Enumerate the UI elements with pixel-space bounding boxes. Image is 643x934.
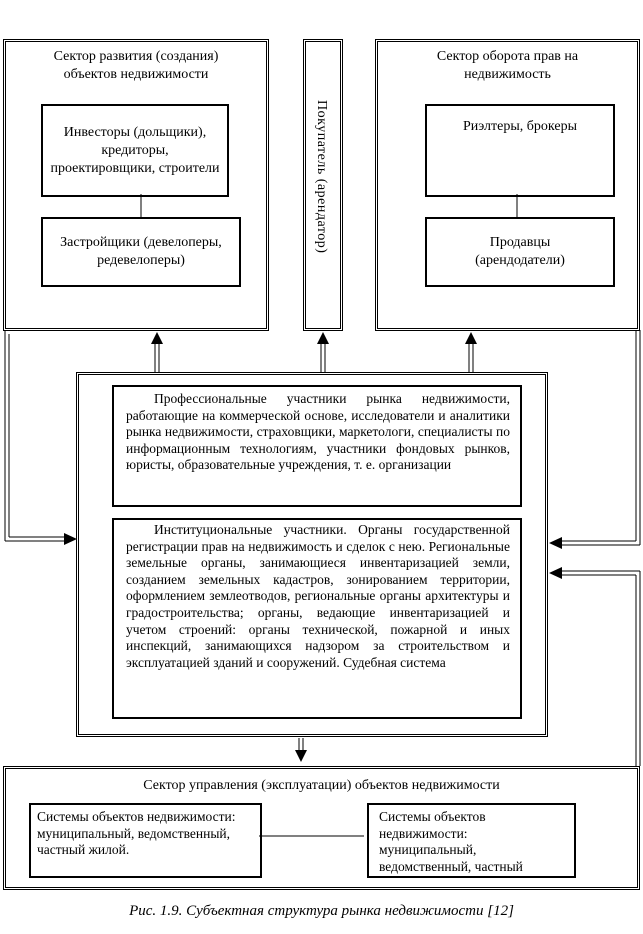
systems-left-box (29, 803, 262, 878)
arrow-to-development (151, 332, 163, 372)
arrow-right-loop (549, 330, 640, 549)
realtors-text: Риэлтеры, брокеры (463, 119, 577, 134)
institutional-text-content: Институциональные участники. Органы государственной регистрации прав на недвижимость и сделок с нею. Региональные земельные органы, занимающиеся инвентаризацией земли, созданием земельных кадастров, зонированием территории, оформлением землеотводов, региональные органы архитектуры и градостроительства; органы, ведающие инвентаризацией и учетом строений: органы технической, пожарной и иных инспекций, занимающихся надзором за строительством и эксплуатацией зданий и сооружений. Судебная система (126, 522, 510, 670)
developers-text: Застройщики (девелоперы, редевелоперы) (60, 235, 222, 268)
realtors-box (425, 104, 615, 197)
participants-block (76, 372, 548, 737)
developers-box (41, 217, 241, 287)
arrow-to-buyer (317, 332, 329, 372)
sector-turnover-title: Сектор оборота прав на недвижимость (436, 49, 579, 82)
professional-box (112, 385, 522, 507)
figure-caption: Рис. 1.9. Субъектная структура рынка недвижимости [12] (129, 903, 514, 919)
investors-text: Инвесторы (дольщики), кредиторы, проектировщики, строители (50, 124, 220, 176)
sellers-text: Продавцы (арендодатели) (475, 235, 565, 268)
institutional-text (114, 520, 520, 671)
sector-turnover (375, 39, 640, 331)
investors-box (41, 104, 229, 197)
buyer-box (303, 39, 343, 331)
sector-management (3, 766, 640, 890)
arrow-management-loop (549, 567, 640, 766)
systems-right-box (367, 803, 576, 878)
systems-right-text: Системы объектов недвижимости: муниципальный, ведомственный, частный (379, 809, 523, 874)
arrow-left-loop (5, 330, 77, 545)
institutional-box (112, 518, 522, 719)
arrow-to-management (295, 738, 307, 762)
sector-development-title: Сектор развития (создания) объектов недвижимости (53, 49, 219, 82)
sector-management-title: Сектор управления (эксплуатации) объектов недвижимости (143, 778, 500, 793)
arrow-to-turnover (465, 332, 477, 372)
professional-text-content: Профессиональные участники рынка недвижимости, работающие на коммерческой основе, исследователи и аналитики рынка недвижимости, страховщики, маркетологи, специалисты по информационным технологиям, участники фондовых рынков, юристы, образовательные учреждения, т. е. организации (126, 391, 510, 473)
systems-left-text: Системы объектов недвижимости: муниципальный, ведомственный, частный жилой. (37, 809, 236, 857)
professional-text (114, 387, 520, 474)
sector-development (3, 39, 269, 331)
buyer-label: Покупатель (арендатор) (314, 100, 329, 254)
sellers-box (425, 217, 615, 287)
